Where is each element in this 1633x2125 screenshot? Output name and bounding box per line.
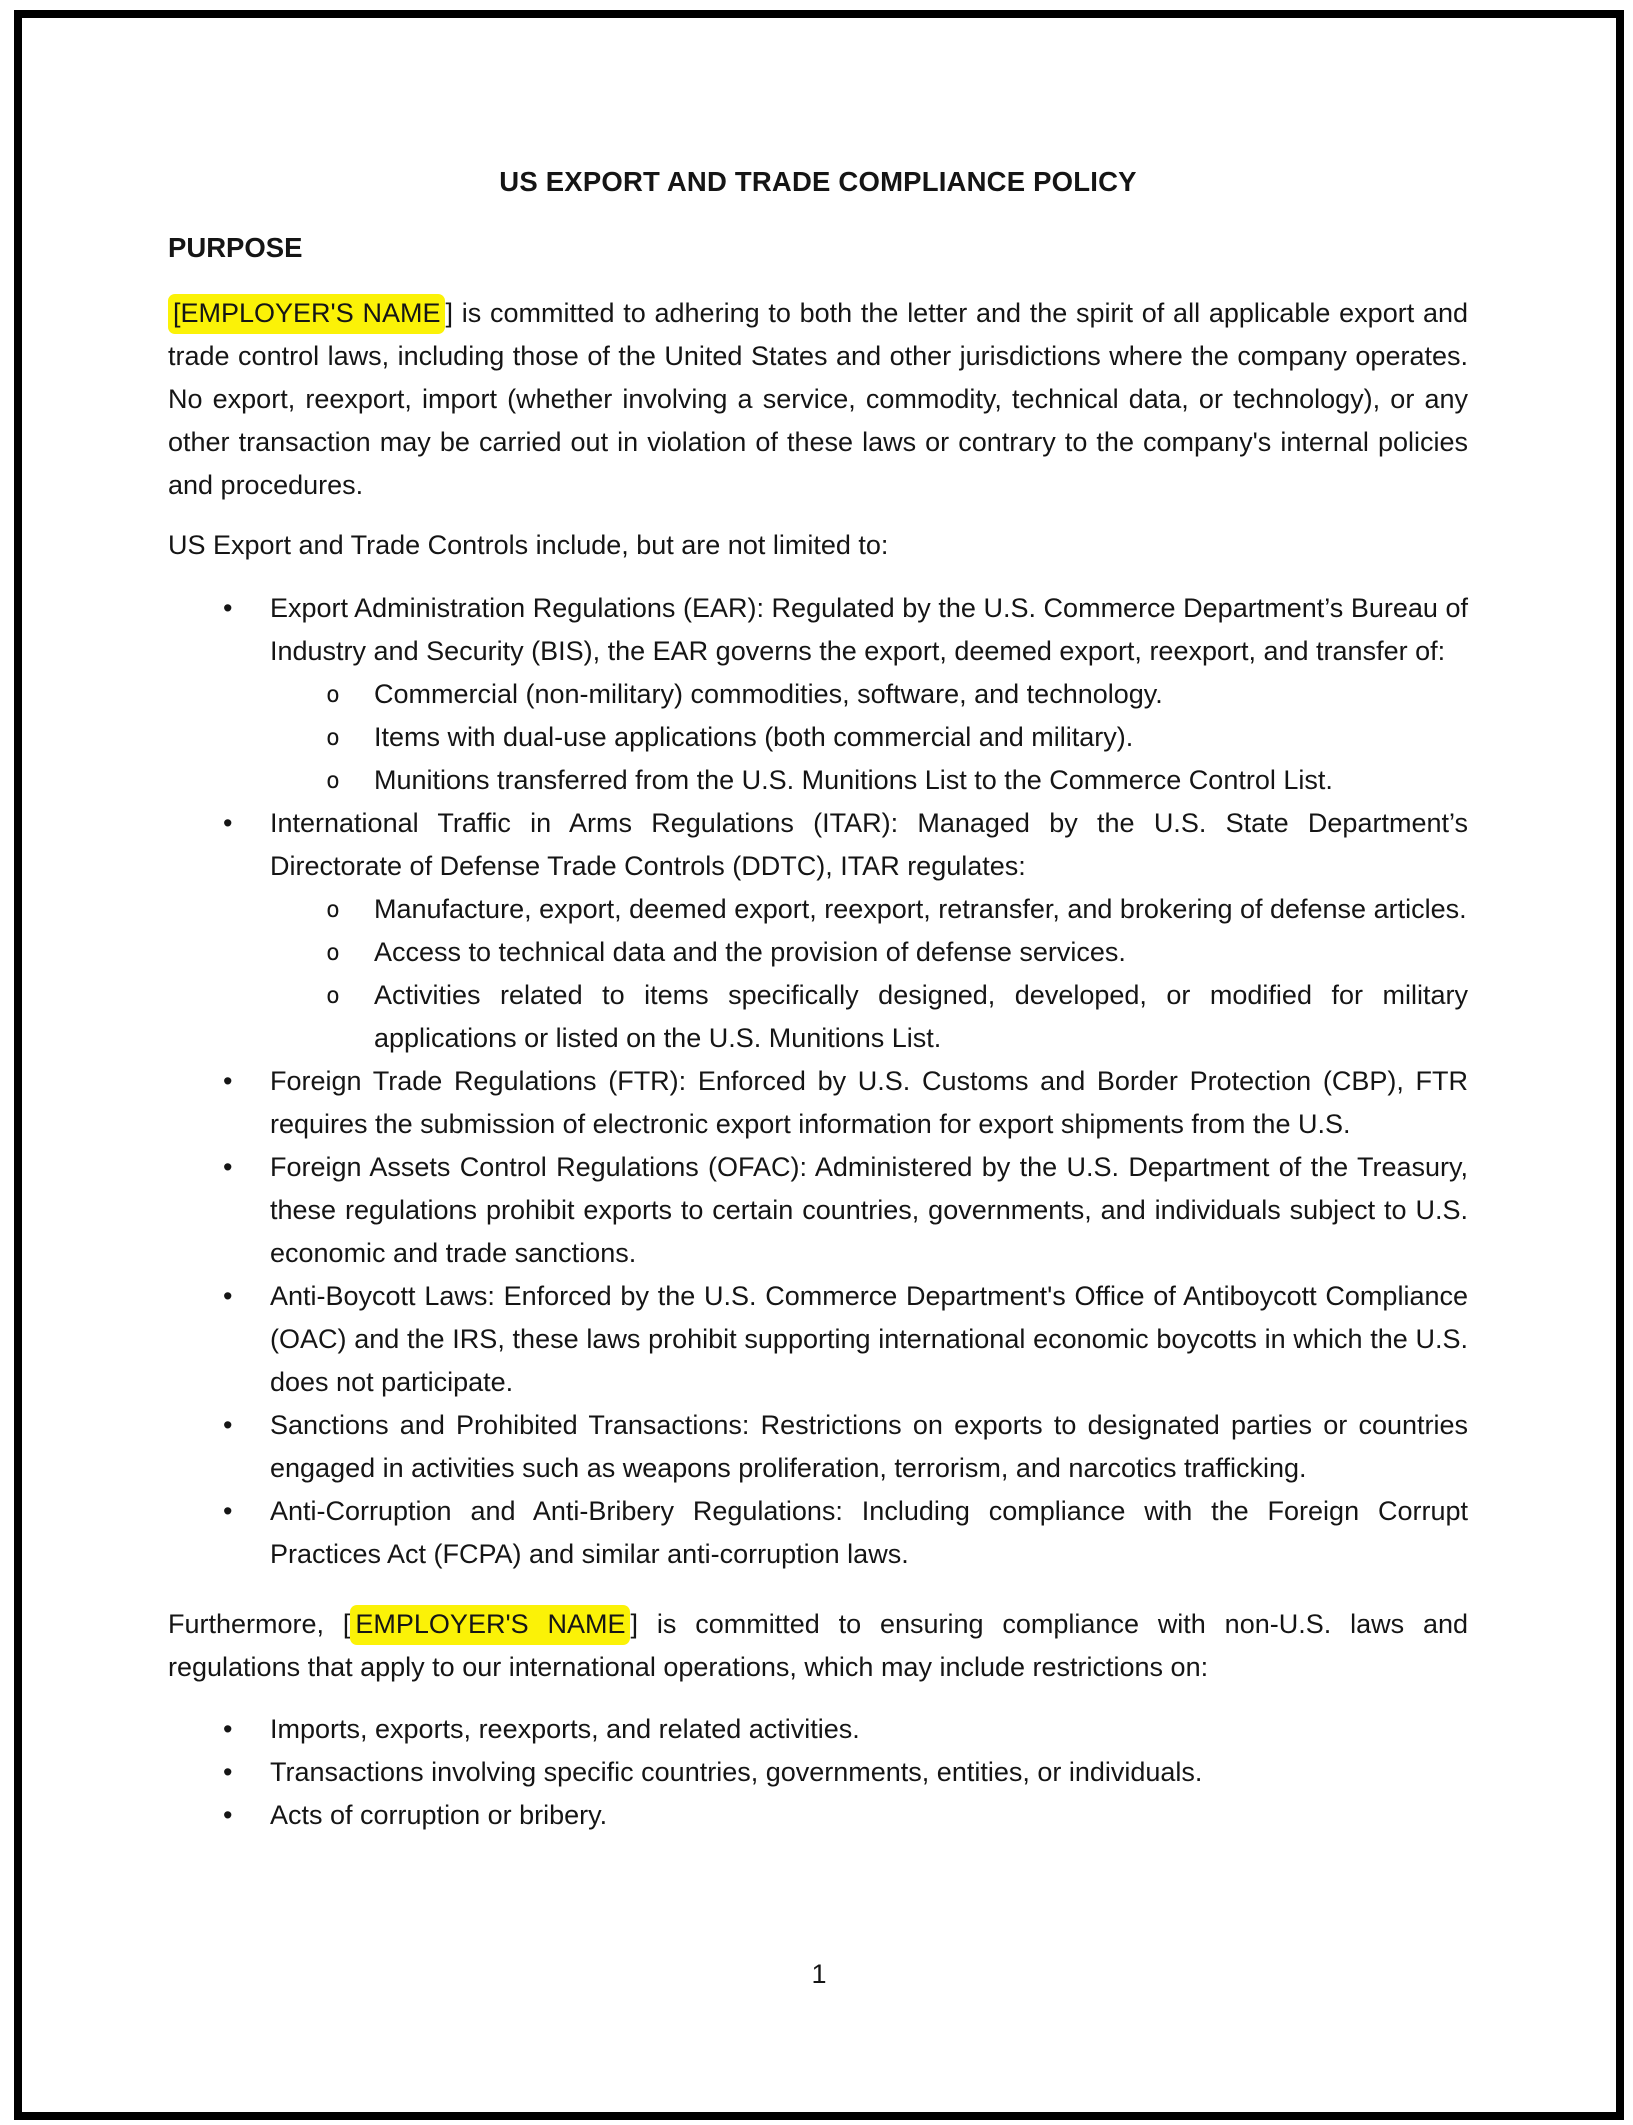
- bullet-icon: •: [223, 593, 233, 623]
- circle-bullet-icon: o: [326, 983, 340, 1009]
- bullet-icon: •: [223, 1152, 233, 1182]
- circle-bullet-icon: o: [326, 725, 340, 751]
- list-item-ofac: [168, 1146, 1468, 1275]
- sub-list-item-text: Access to technical data and the provision of defense services.: [374, 937, 1126, 967]
- list-item-imports: [168, 1708, 1468, 1751]
- furthermore-pre-text: Furthermore, [: [168, 1609, 351, 1639]
- controls-list: [168, 587, 1468, 1576]
- employer-name-highlight: [EMPLOYER'S NAME: [168, 294, 445, 334]
- bullet-icon: •: [223, 1800, 233, 1830]
- list-item-text: Foreign Trade Regulations (FTR): Enforced by U.S. Customs and Border Protection (CBP), FTR requires the submission of electronic export information for export shipments from the U.S.: [270, 1066, 1468, 1139]
- bullet-icon: •: [223, 1496, 233, 1526]
- non-us-restrictions-list: [168, 1708, 1468, 1837]
- controls-lead-in: US Export and Trade Controls include, but are not limited to:: [168, 530, 889, 560]
- sub-list-item: [168, 931, 1468, 974]
- sub-list-item-text: Activities related to items specifically designed, developed, or modified for military applications or listed on the U.S. Munitions List.: [374, 980, 1468, 1053]
- list-item-anti-boycott: [168, 1275, 1468, 1404]
- bullet-icon: •: [223, 1281, 233, 1311]
- bullet-icon: •: [223, 808, 233, 838]
- list-item-text: Imports, exports, reexports, and related activities.: [270, 1714, 860, 1744]
- circle-bullet-icon: o: [326, 940, 340, 966]
- document-title: US EXPORT AND TRADE COMPLIANCE POLICY: [499, 166, 1137, 197]
- list-item-itar: [168, 802, 1468, 888]
- circle-bullet-icon: o: [326, 682, 340, 708]
- purpose-paragraph: [168, 292, 1468, 507]
- sub-list-item: [168, 716, 1468, 759]
- bullet-icon: •: [223, 1714, 233, 1744]
- list-item-text: Sanctions and Prohibited Transactions: Restrictions on exports to designated parties or countries engaged in activities such as weapons proliferation, terrorism, and narcotics trafficking.: [270, 1410, 1468, 1483]
- sub-list-item: [168, 759, 1468, 802]
- sub-list-item: [168, 673, 1468, 716]
- list-item-anti-corruption: [168, 1490, 1468, 1576]
- bullet-icon: •: [223, 1066, 233, 1096]
- list-item-ftr: [168, 1060, 1468, 1146]
- list-item-text: Foreign Assets Control Regulations (OFAC): Administered by the U.S. Department of the Treasury, these regulations prohibit exports to certain countries, governments, and individuals subject to U.S. economic and trade sanctions.: [270, 1152, 1468, 1268]
- list-item-transactions: [168, 1751, 1468, 1794]
- list-item-text: International Traffic in Arms Regulations (ITAR): Managed by the U.S. State Department’s Directorate of Defense Trade Controls (DDTC), ITAR regulates:: [270, 808, 1468, 881]
- circle-bullet-icon: o: [326, 897, 340, 923]
- bullet-icon: •: [223, 1757, 233, 1787]
- sub-list-item-text: Manufacture, export, deemed export, reexport, retransfer, and brokering of defense articles.: [374, 894, 1467, 924]
- page-border-frame: [14, 10, 1624, 2120]
- employer-name-highlight: EMPLOYER'S NAME: [350, 1605, 630, 1645]
- sub-list-item: [168, 974, 1468, 1060]
- list-item-ear: [168, 587, 1468, 673]
- list-item-text: Acts of corruption or bribery.: [270, 1800, 608, 1830]
- bullet-icon: •: [223, 1410, 233, 1440]
- furthermore-post-text: ] is committed to ensuring compliance with non-U.S. laws and regulations that apply to our international operations, which may include restrictions on:: [168, 1609, 1469, 1682]
- furthermore-paragraph: [168, 1603, 1468, 1689]
- purpose-paragraph-text: ] is committed to adhering to both the letter and the spirit of all applicable export and trade control laws, including those of the United States and other jurisdictions where the company operates. No export, reexport, import (whether involving a service, commodity, technical data, or technology), or any other transaction may be carried out in violation of these laws or contrary to the company's internal policies and procedures.: [168, 298, 1468, 500]
- list-item-sanctions: [168, 1404, 1468, 1490]
- sub-list-item-text: Items with dual-use applications (both commercial and military).: [374, 722, 1134, 752]
- list-item-text: Transactions involving specific countries, governments, entities, or individuals.: [270, 1757, 1203, 1787]
- sub-list-item-text: Munitions transferred from the U.S. Munitions List to the Commerce Control List.: [374, 765, 1333, 795]
- list-item-text: Anti-Corruption and Anti-Bribery Regulations: Including compliance with the Foreign Corrupt Practices Act (FCPA) and similar anti-corruption laws.: [270, 1496, 1468, 1569]
- list-item-corruption: [168, 1794, 1468, 1837]
- purpose-heading: PURPOSE: [168, 232, 303, 263]
- list-item-text: Export Administration Regulations (EAR): Regulated by the U.S. Commerce Department’s Bureau of Industry and Security (BIS), the EAR governs the export, deemed export, reexport, and transfer of:: [270, 593, 1468, 666]
- circle-bullet-icon: o: [326, 768, 340, 794]
- list-item-text: Anti-Boycott Laws: Enforced by the U.S. Commerce Department's Office of Antiboycott Compliance (OAC) and the IRS, these laws prohibit supporting international economic boycotts in which the U.S. does not participate.: [270, 1281, 1468, 1397]
- page-number: 1: [811, 1959, 827, 1989]
- sub-list-item: [168, 888, 1468, 931]
- sub-list-item-text: Commercial (non-military) commodities, software, and technology.: [374, 679, 1163, 709]
